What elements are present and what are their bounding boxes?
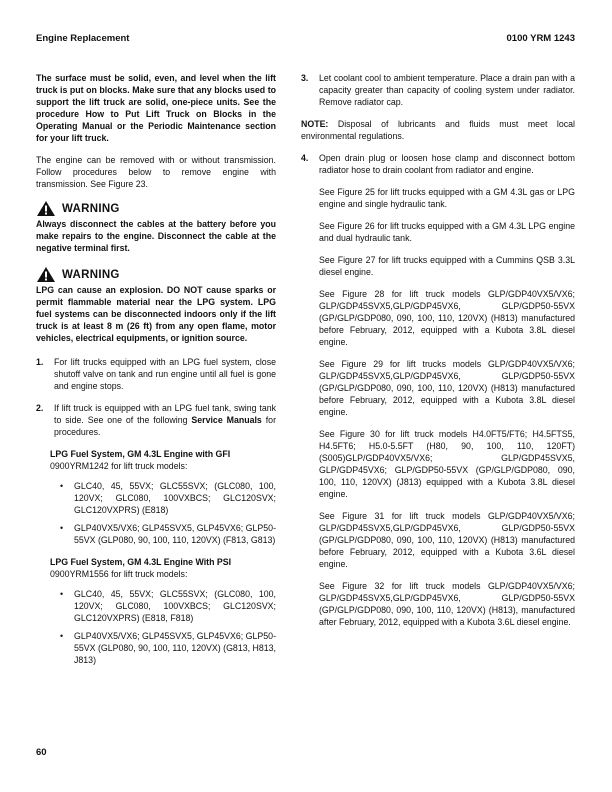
note-text: Disposal of lubricants and fluids must meet local environmental regulations. (301, 119, 575, 141)
figure-reference: See Figure 25 for lift trucks equipped with a GM 4.3L gas or LPG engine and single hydraulic tank. (319, 187, 575, 209)
warning-heading-1 (36, 200, 276, 217)
left-column (36, 72, 276, 676)
intro-paragraph: The engine can be removed with or without transmission. Follow procedures below to remove engine with transmission. See Figure 23. (36, 155, 276, 189)
page-number: 60 (36, 747, 47, 758)
warning-title-2: WARNING (62, 268, 120, 281)
right-column (301, 72, 575, 638)
warning-text-1: Always disconnect the cables at the battery before you make repairs to the engine. Disconnect the cable at the negative terminal first. (36, 219, 276, 253)
step-2 (36, 402, 276, 438)
step-text: Open drain plug or loosen hose clamp and disconnect bottom radiator hose to drain coolant from radiator and engine. (319, 153, 575, 175)
figure-reference: See Figure 28 for lift truck models GLP/GDP40VX5/VX6; GLP/GDP45SVX5,GLP/GDP45VX6, GLP/GDP50-55VX (GP/GLP/GDP080, 090, 100, 110, 120VX) (H813) manufactured before February, 2012, equipped with a Kubota 3.8L diesel engine. (319, 289, 575, 347)
figure-reference: See Figure 32 for lift truck models GLP/GDP40VX5/VX6; GLP/GDP45SVX5,GLP/GDP45VX6, GLP/GDP50-55VX (GP/GLP/GDP080, 090, 100, 110, 120VX) (H813), manufactured after February, 2012, equipped with a Kubota 3.6L diesel engine. (319, 581, 575, 627)
warning-triangle-icon (36, 266, 56, 283)
gfi-model-list (50, 480, 276, 546)
step-4 (301, 152, 575, 176)
figure-reference: See Figure 30 for lift truck models H4.0FT5/FT6; H4.5FTS5, H4.5FT6; H5.0-5.5FT (H80, 90, 100, 110, 120FT) (S005)GLP/GDP40VX5/VX6; GLP/GDP45SVX5, GLP/GDP45VX6; GLP/GDP50-55VX (GP/GLP/GDP080, 090, 100, 110, 120VX) (J813) equipped with a Kubota 3.8L diesel engine. (319, 429, 575, 499)
list-item: • GLC40, 45, 55VX; GLC55SVX; (GLC080, 100, 120VX; GLC080, 100VXBCS; GLC120SVX; GLC120VXPRS) (E818) (60, 481, 276, 515)
step-number: 4. (301, 153, 309, 163)
figure-reference: See Figure 31 for lift truck models GLP/GDP40VX5/VX6; GLP/GDP45SVX5,GLP/GDP45VX6, GLP/GDP50-55VX (GP/GLP/GDP080, 090, 100, 110, 120VX) (H813) manufactured before February, 2012, equipped with a Kubota 3.6L diesel engine. (319, 511, 575, 569)
psi-model-list (50, 588, 276, 666)
service-manuals-ref: Service Manuals (191, 415, 262, 425)
figure-references (319, 186, 575, 628)
figure-reference: See Figure 26 for lift trucks equipped with a GM 4.3L LPG engine and dual hydraulic tank. (319, 221, 575, 243)
warning-heading-2 (36, 266, 276, 283)
list-item: • GLC40, 45, 55VX; GLC55SVX; (GLC080, 100, 120VX; GLC080, 100VXBCS; GLC120SVX; GLC120VXPRS) (E818, F818) (60, 589, 276, 623)
step-text: Let coolant cool to ambient temperature. Place a drain pan with a capacity greater than capacity of cooling system under radiator. Remove radiator cap. (319, 73, 575, 107)
step-3 (301, 72, 575, 108)
step-text: For lift trucks equipped with an LPG fuel system, close shutoff valve on tank and run engine until all fuel is gone and engine stops. (54, 357, 276, 391)
gfi-heading: LPG Fuel System, GM 4.3L Engine with GFI 0900YRM1242 for lift truck models: (50, 449, 231, 471)
header-title: Engine Replacement (36, 33, 130, 44)
note (301, 118, 575, 142)
note-label: NOTE: (301, 119, 329, 129)
step-number: 1. (36, 357, 44, 367)
warning-title-1: WARNING (62, 202, 120, 215)
warning-text-2: LPG can cause an explosion. DO NOT cause sparks or permit flammable material near the LPG system. LPG fuel systems can be disconnected indoors only if the lift truck is at least 8 m (26 ft) from any open flame, motor vehicles, electrical equipments, or ignition source. (36, 285, 276, 343)
step-text: If lift truck is equipped with an LPG fuel tank, swing tank to side. See one of the following Service Manuals for procedures. (54, 403, 277, 437)
psi-heading: LPG Fuel System, GM 4.3L Engine With PSI 0900YRM1556 for lift truck models: (50, 557, 232, 579)
step-number: 3. (301, 73, 309, 83)
intro-bold-paragraph: The surface must be solid, even, and level when the lift truck is put on blocks. Make sure that any blocks used to support the lift truck are solid, one-piece units. See the procedure How to Put Lift Truck on Blocks in the Operating Manual or the Periodic Maintenance section for your lift truck. (36, 73, 276, 143)
figure-reference: See Figure 29 for lift trucks models GLP/GDP40VX5/VX6; GLP/GDP45SVX5,GLP/GDP45VX6, GLP/GDP50-55VX (GP/GLP/GDP080, 090, 100, 110, 120VX) (H813) manufactured before February, 2012, equipped with a Kubota 3.8L diesel engine. (319, 359, 575, 417)
list-item: • GLP40VX5/VX6; GLP45SVX5, GLP45VX6; GLP50-55VX (GLP080, 90, 100, 110, 120VX) (F813, G813) (60, 523, 276, 545)
header-doc-code: 0100 YRM 1243 (506, 33, 575, 44)
warning-triangle-icon (36, 200, 56, 217)
figure-reference: See Figure 27 for lift trucks equipped with a Cummins QSB 3.3L diesel engine. (319, 255, 575, 277)
step-number: 2. (36, 403, 44, 413)
step-1 (36, 356, 276, 392)
list-item: • GLP40VX5/VX6; GLP45SVX5, GLP45VX6; GLP50-55VX (GLP080, 90, 100, 110, 120VX) (G813, H813, J813) (60, 631, 276, 665)
